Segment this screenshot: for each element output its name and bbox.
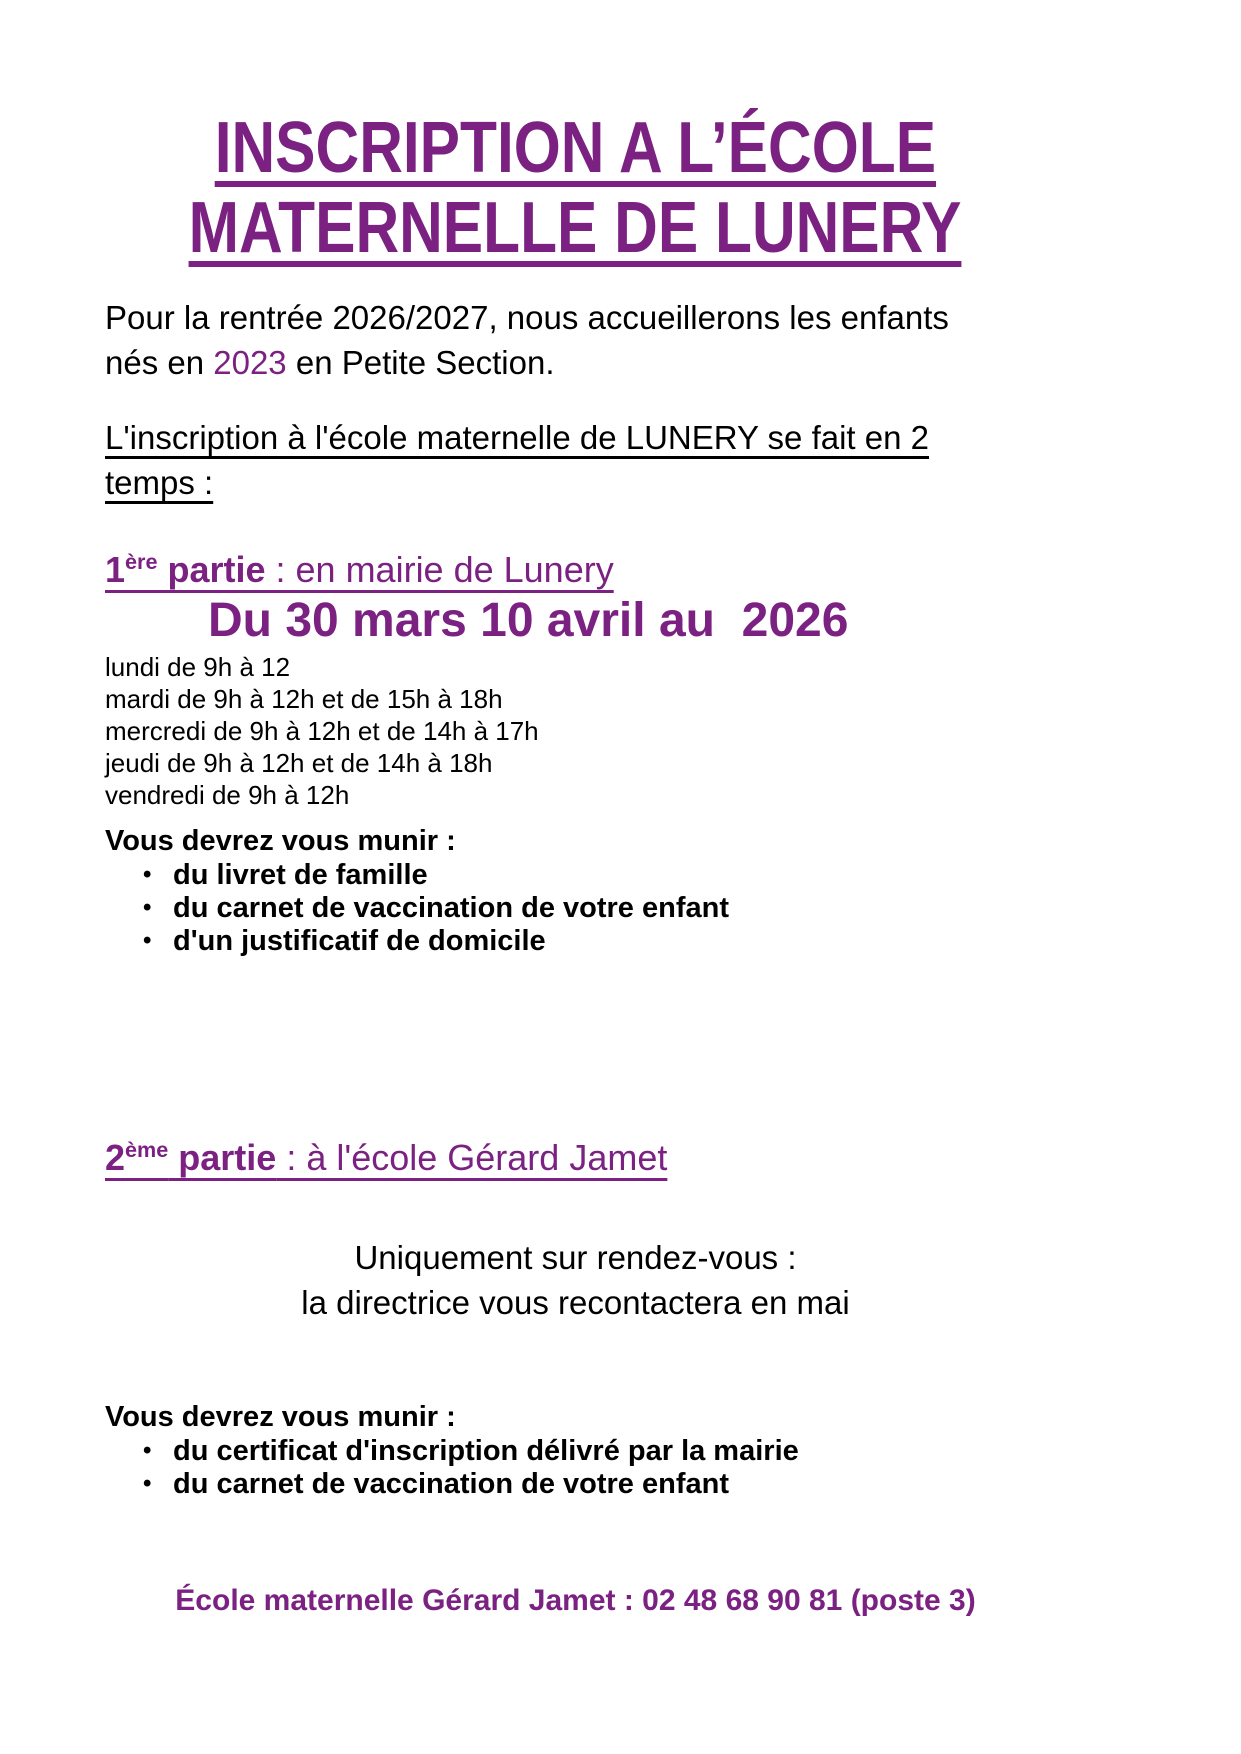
birth-year: 2023 bbox=[213, 344, 287, 381]
part1-requirements-title: Vous devrez vous munir : bbox=[105, 825, 456, 857]
requirement-text: d'un justificatif de domicile bbox=[173, 925, 546, 957]
bullet-icon: • bbox=[143, 1470, 152, 1497]
requirement-text: du carnet de vaccination de votre enfant bbox=[173, 1468, 729, 1500]
schedule-line-tuesday: mardi de 9h à 12h et de 15h à 18h bbox=[105, 684, 503, 714]
appointment-note bbox=[105, 1235, 1046, 1325]
schedule-line-thursday: jeudi de 9h à 12h et de 14h à 18h bbox=[105, 748, 493, 778]
requirement-text: du livret de famille bbox=[173, 859, 428, 891]
appointment-line1: Uniquement sur rendez-vous : bbox=[354, 1239, 797, 1276]
bullet-icon: • bbox=[143, 894, 152, 921]
part2-requirements-list bbox=[105, 1435, 1046, 1501]
part2-label: partie bbox=[168, 1137, 277, 1178]
part2-number: 2 bbox=[105, 1137, 126, 1178]
intro-line2-after-year: en Petite Section. bbox=[286, 344, 555, 381]
intro-paragraph bbox=[105, 295, 1046, 385]
part1-requirements-list bbox=[105, 859, 1046, 958]
list-item bbox=[105, 1435, 1046, 1468]
appointment-line2: la directrice vous recontactera en mai bbox=[301, 1284, 850, 1321]
schedule-line-monday: lundi de 9h à 12 bbox=[105, 652, 291, 682]
part1-schedule bbox=[105, 651, 1046, 811]
bullet-icon: • bbox=[143, 927, 152, 954]
list-item bbox=[105, 859, 1046, 892]
process-line2: temps : bbox=[105, 464, 214, 501]
bullet-icon: • bbox=[143, 861, 152, 888]
list-item bbox=[105, 892, 1046, 925]
page-title-line2: MATERNELLE DE LUNERY bbox=[189, 188, 962, 268]
part2-subtitle: : à l'école Gérard Jamet bbox=[276, 1137, 668, 1178]
page-title-line1: INSCRIPTION A L’ÉCOLE bbox=[214, 108, 937, 188]
part1-heading bbox=[105, 546, 1046, 594]
process-line1: L'inscription à l'école maternelle de LUNERY se fait en 2 bbox=[105, 419, 930, 456]
intro-line1: Pour la rentrée 2026/2027, nous accueillerons les enfants bbox=[105, 299, 949, 336]
part2-heading bbox=[105, 1134, 1046, 1182]
schedule-line-friday: vendredi de 9h à 12h bbox=[105, 780, 350, 810]
part1-subtitle: : en mairie de Lunery bbox=[265, 549, 614, 590]
list-item bbox=[105, 925, 1046, 958]
requirement-text: du certificat d'inscription délivré par la mairie bbox=[173, 1435, 799, 1467]
part2-requirements-title: Vous devrez vous munir : bbox=[105, 1401, 456, 1433]
part2-ordinal: ème bbox=[125, 1137, 169, 1162]
page-title bbox=[105, 108, 1046, 268]
part1-period: Du 30 mars 10 avril au 2026 bbox=[208, 594, 849, 647]
part1-label: partie bbox=[157, 549, 266, 590]
list-item bbox=[105, 1468, 1046, 1501]
part1-number: 1 bbox=[105, 549, 126, 590]
school-contact-line: École maternelle Gérard Jamet : 02 48 68 90 81 (poste 3) bbox=[175, 1584, 976, 1617]
intro-line2-before-year: nés en bbox=[105, 344, 214, 381]
part1-ordinal: ère bbox=[125, 549, 158, 574]
bullet-icon: • bbox=[143, 1437, 152, 1464]
schedule-line-wednesday: mercredi de 9h à 12h et de 14h à 17h bbox=[105, 716, 539, 746]
requirement-text: du carnet de vaccination de votre enfant bbox=[173, 892, 729, 924]
process-paragraph bbox=[105, 415, 1046, 505]
